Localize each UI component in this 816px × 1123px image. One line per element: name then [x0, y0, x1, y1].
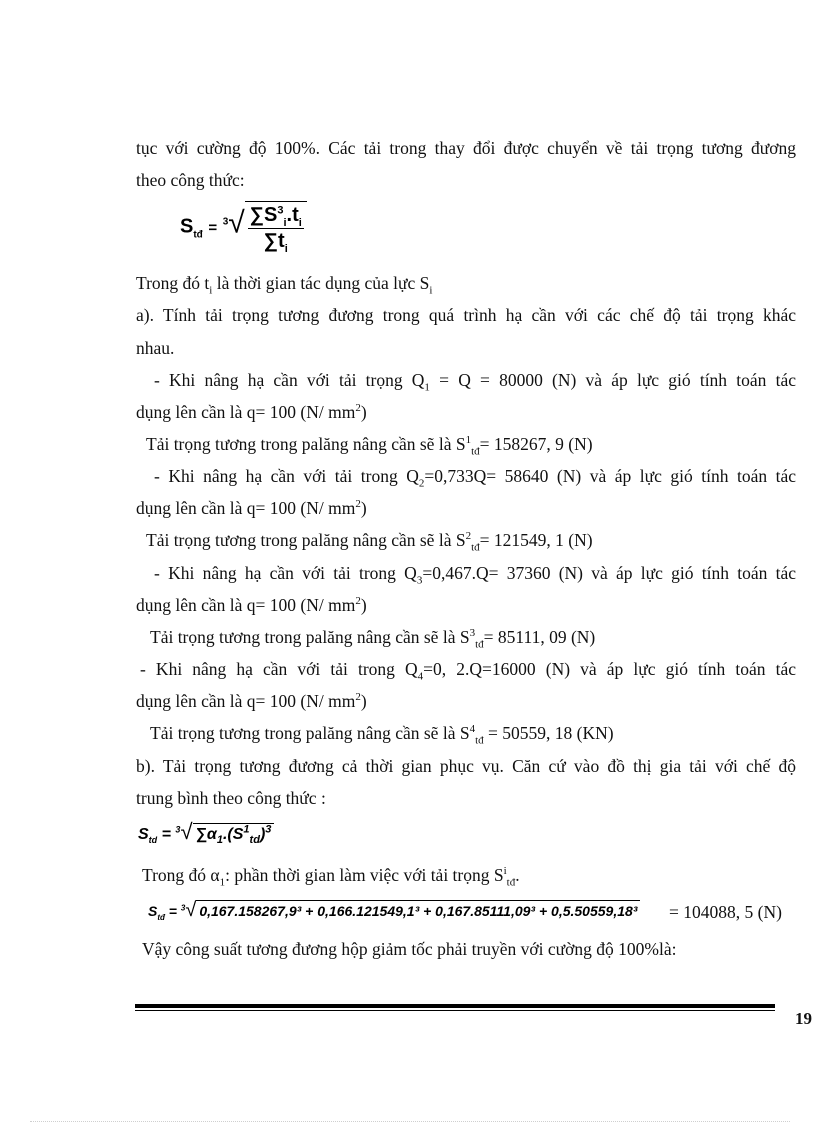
text-line-2: theo công thức: [136, 170, 245, 190]
text-line-10: - Khi nâng hạ cần với tải trong $Q_2=0,733Q= 58640$ (N) và áp lực gió tính toán tác [154, 466, 796, 490]
text-line-14: dụng lên cần là q= 100 (N/ $mm^2$) [136, 595, 367, 615]
page-number: 19 [795, 1009, 812, 1028]
text-line-7: - Khi nâng hạ cần với tải trọng $Q_1 = Q = 80000$ (N) và áp lực gió tính toán tác [154, 370, 796, 394]
formula-numeric-calculation: $S_{tđ} = ^3√$ 0,167.158267,9³ + 0,166.121549,1³ + 0,167.85111,09³ + 0,5.50559,18³ [148, 899, 640, 922]
text-line-9: Tải trọng tương trong palăng nâng cần sẽ là $S^1_{tđ}= 158267$, 9 (N) [146, 434, 593, 458]
text-line-13: - Khi nâng hạ cần với tải trong $Q_3=0,467.Q= 37360$ (N) và áp lực gió tính toán tác [154, 563, 796, 587]
text-line-4: Trong đó $t_i$ là thời gian tác dụng của lực $S_i$ [136, 273, 433, 297]
formula-equivalent-load: $S_{tđ} = ^3√$ $\frac{\sum S^3_i.t_i}{\sum t_i}$ [180, 201, 307, 253]
formula-result: = 104088, 5 (N) [669, 902, 782, 922]
footer-rule-thin [135, 1010, 775, 1011]
text-line-17: dụng lên cần là q= 100 (N/ $mm^2$) [136, 691, 367, 711]
text-line-19: b). Tải trọng tương đương cả thời gian phục vụ. Căn cứ vào đồ thị gia tải với chế độ [136, 756, 796, 776]
text-line-6: nhau. [136, 338, 175, 358]
text-line-16: - Khi nâng hạ cần với tải trong $Q_4=0$, 2.Q=16000 (N) và áp lực gió tính toán tác [140, 659, 796, 683]
page-bottom-border [30, 1121, 790, 1122]
text-line-24: Vậy công suất tương đương hộp giảm tốc phải truyền với cường độ 100%là: [142, 939, 677, 959]
text-line-11: dụng lên cần là q= 100 (N/ $mm^2$) [136, 498, 367, 518]
text-line-1: tục với cường độ 100%. Các tải trong thay đổi được chuyển về tải trọng tương đương [136, 138, 796, 158]
text-line-15: Tải trọng tương trong palăng nâng cần sẽ là $S^3_{tđ}= 85111$, 09 (N) [150, 627, 596, 651]
text-line-12: Tải trọng tương trong palăng nâng cần sẽ là $S^2_{tđ}= 121549$, 1 (N) [146, 530, 593, 554]
text-line-5: a). Tính tải trọng tương đương trong quá trình hạ cần với các chế độ tải trọng khác [136, 305, 796, 325]
text-line-8: dụng lên cần là q= 100 (N/ $mm^2$) [136, 402, 367, 422]
formula-service-time-load: $S_{td} = ^3√$ $\sum\alpha_1.(S^1_{td})^3$ [138, 819, 274, 845]
text-line-22: Trong đó $\alpha_1$: phần thời gian làm việc với tải trọng $S^i_{tđ}$. [142, 865, 520, 889]
footer-rule-thick [135, 1004, 775, 1008]
text-line-18: Tải trọng tương trong palăng nâng cần sẽ là $S^4_{tđ} = 50559$, 18 (KN) [150, 723, 614, 747]
text-line-20: trung bình theo công thức : [136, 788, 326, 808]
